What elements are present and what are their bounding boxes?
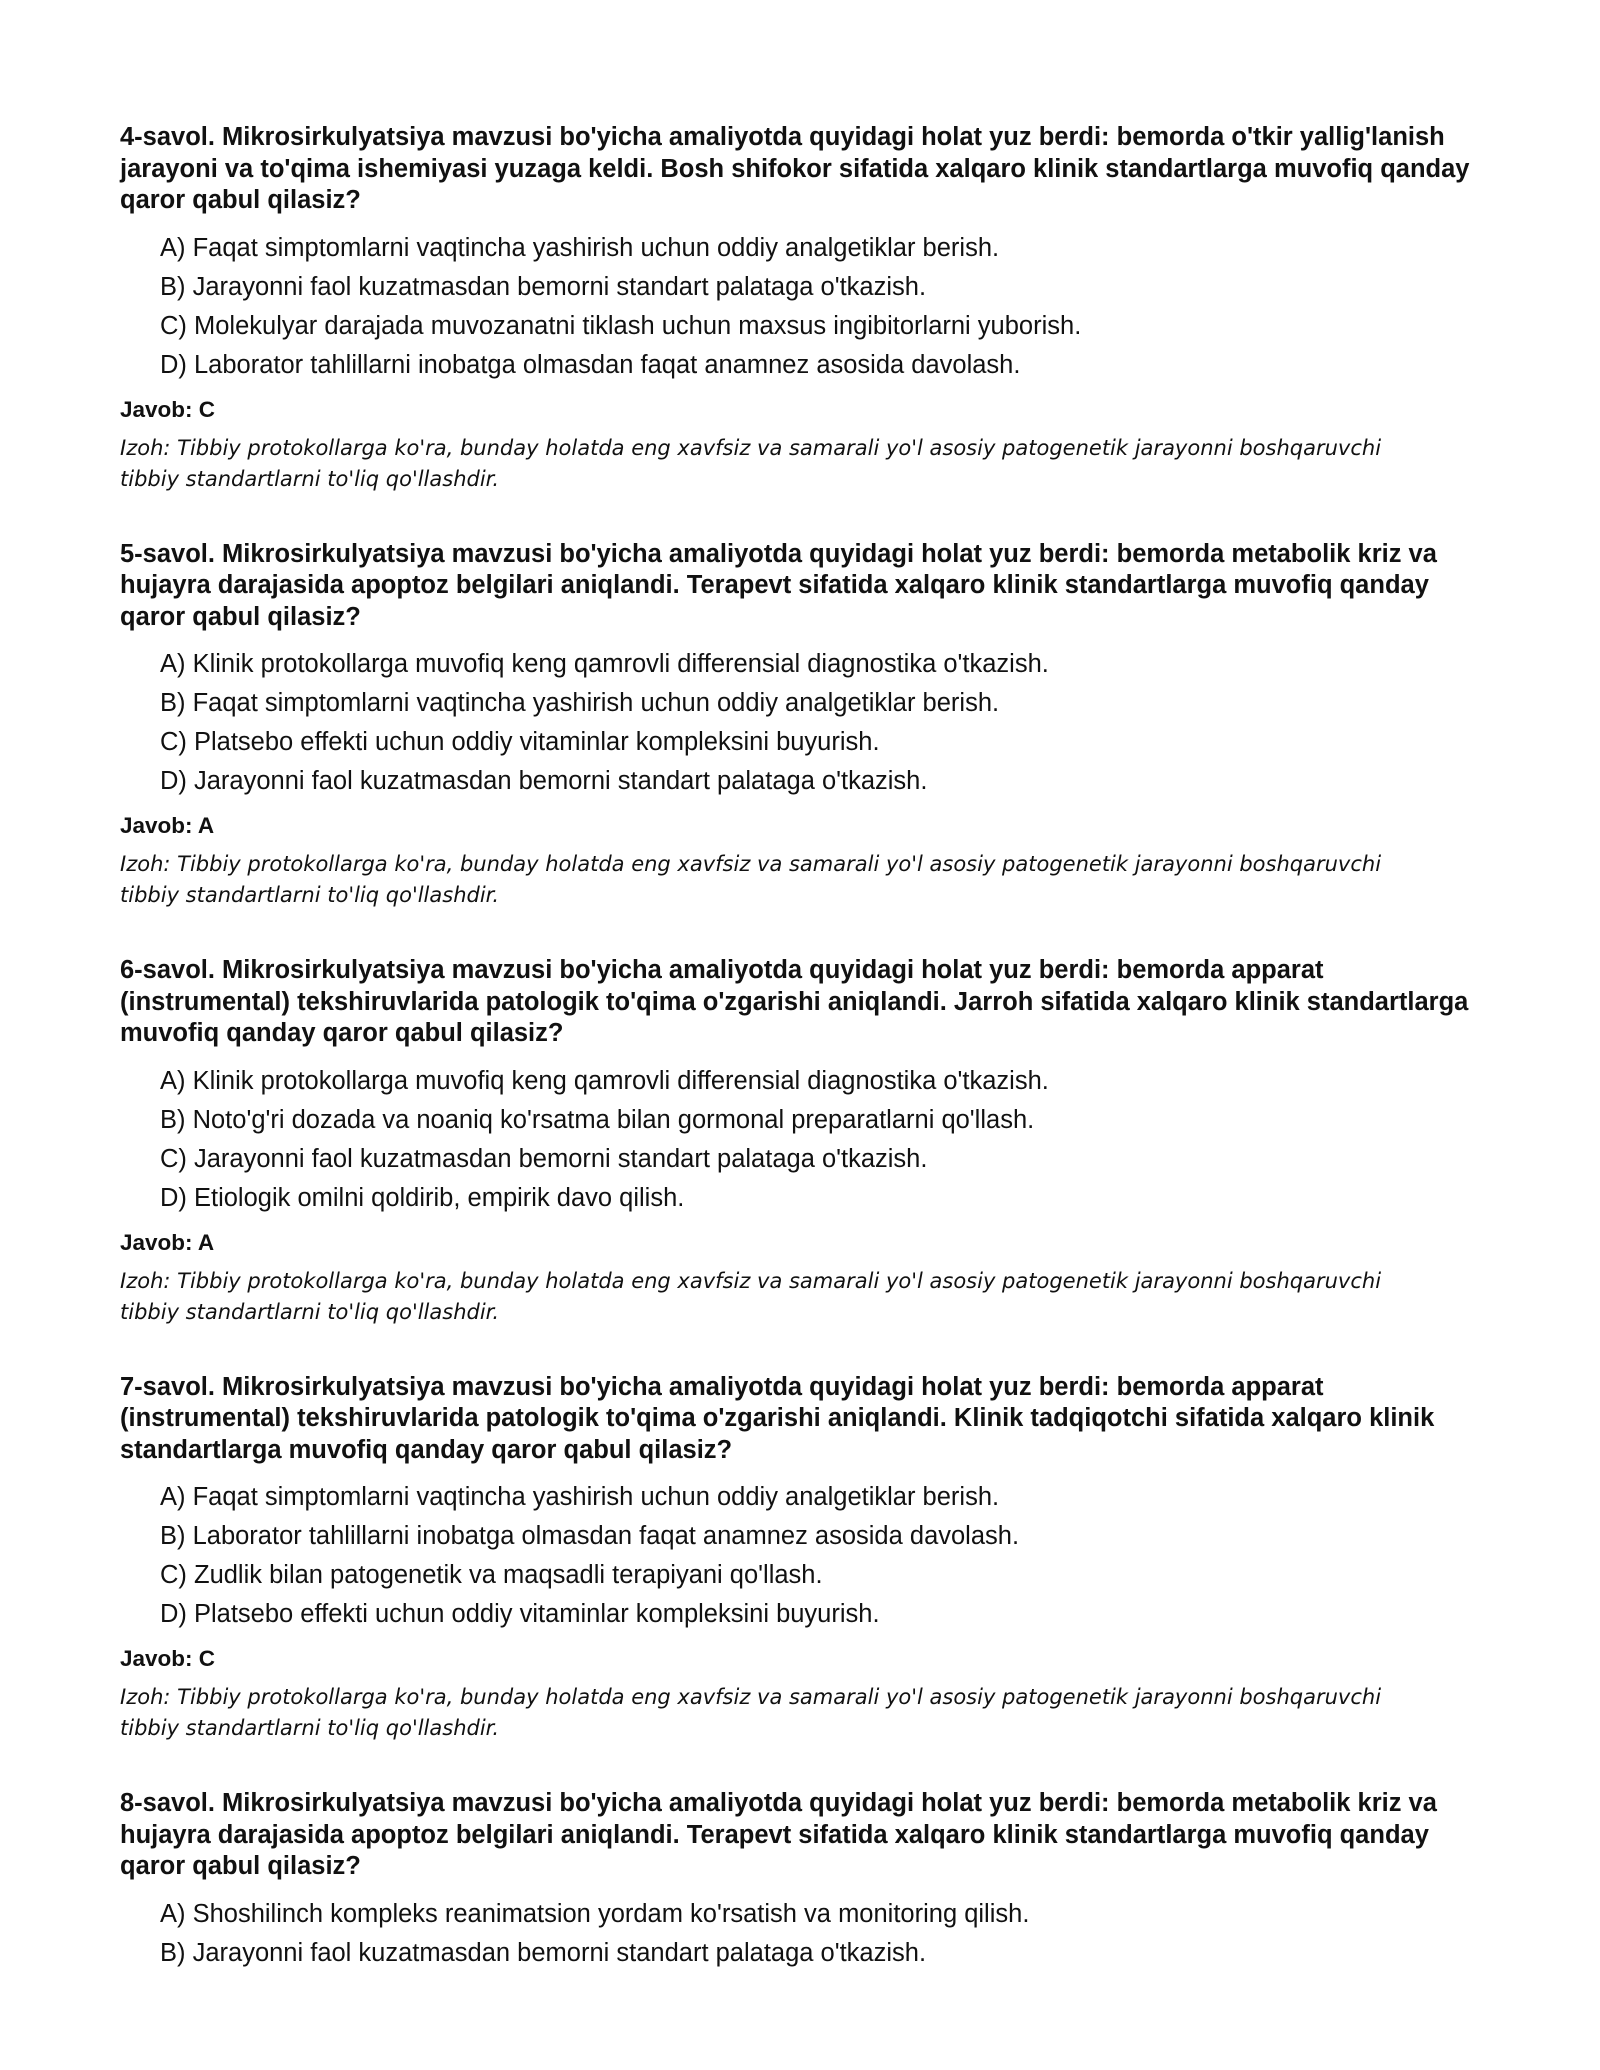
option-c: C) Jarayonni faol kuzatmasdan bemorni standart palataga o'tkazish. (160, 1144, 928, 1173)
option-c: C) Zudlik bilan patogenetik va maqsadli terapiyani qo'llash. (160, 1561, 823, 1589)
question-block-8 (120, 1788, 1490, 1973)
question-text: 4-savol. Mikrosirkulyatsiya mavzusi bo'yicha amaliyotda quyidagi holat yuz berdi: bemorda o'tkir yallig'lanish jarayoni va to'qima ishemiyasi yuzaga keldi. Bosh shifokor sifatida xalqaro klinik standartlarga muvofiq qanday qaror qabul qilasiz? (120, 123, 1470, 214)
option-a: A) Faqat simptomlarni vaqtincha yashirish uchun oddiy analgetiklar berish. (160, 1483, 1000, 1511)
options-list (120, 1478, 1490, 1634)
explanation-note: Izoh: Tibbiy protokollarga ko'ra, bunday holatda eng xavfsiz va samarali yo'l asosiy patogenetik jarayonni boshqaruvchi tibbiy standartlarni to'liq qo'llashdir. (120, 435, 1382, 491)
question-text: 8-savol. Mikrosirkulyatsiya mavzusi bo'yicha amaliyotda quyidagi holat yuz berdi: bemorda metabolik kriz va hujayra darajasida apoptoz belgilari aniqlandi. Terapevt sifatida xalqaro klinik standartlarga muvofiq qanday qaror qabul qilasiz? (120, 1789, 1437, 1880)
option-b: B) Faqat simptomlarni vaqtincha yashirish uchun oddiy analgetiklar berish. (160, 689, 1000, 717)
option-b: B) Noto'g'ri dozada va noaniq ko'rsatma bilan gormonal preparatlarni qo'llash. (160, 1105, 1035, 1134)
question-text: 6-savol. Mikrosirkulyatsiya mavzusi bo'yicha amaliyotda quyidagi holat yuz berdi: bemorda apparat (instrumental) tekshiruvlarida patologik to'qima o'zgarishi aniqlandi. Jarroh sifatida xalqaro klinik standartlarga muvofiq qanday qaror qabul qilasiz? (120, 956, 1469, 1047)
question-block-5 (120, 539, 1490, 912)
option-d: D) Etiologik omilni qoldirib, empirik davo qilish. (160, 1183, 685, 1212)
option-a: A) Klinik protokollarga muvofiq keng qamrovli differensial diagnostika o'tkazish. (160, 650, 1049, 678)
option-d: D) Laborator tahlillarni inobatga olmasdan faqat anamnez asosida davolash. (160, 350, 1021, 379)
answer-label: Javob: C (120, 1646, 216, 1671)
question-block-6 (120, 955, 1490, 1328)
answer-label: Javob: A (120, 813, 215, 838)
options-list (120, 645, 1490, 801)
options-list (120, 1895, 1490, 1973)
question-block-7 (120, 1372, 1490, 1745)
options-list (120, 229, 1490, 385)
question-text: 7-savol. Mikrosirkulyatsiya mavzusi bo'yicha amaliyotda quyidagi holat yuz berdi: bemorda apparat (instrumental) tekshiruvlarida patologik to'qima o'zgarishi aniqlandi. Klinik tadqiqotchi sifatida xalqaro klinik standartlarga muvofiq qanday qaror qabul qilasiz? (120, 1372, 1435, 1464)
option-d: D) Platsebo effekti uchun oddiy vitaminlar kompleksini buyurish. (160, 1600, 880, 1628)
answer-label: Javob: A (120, 1229, 215, 1255)
explanation-note: Izoh: Tibbiy protokollarga ko'ra, bunday holatda eng xavfsiz va samarali yo'l asosiy patogenetik jarayonni boshqaruvchi tibbiy standartlarni to'liq qo'llashdir. (120, 852, 1382, 907)
option-b: B) Jarayonni faol kuzatmasdan bemorni standart palataga o'tkazish. (160, 272, 927, 301)
option-d: D) Jarayonni faol kuzatmasdan bemorni standart palataga o'tkazish. (160, 767, 928, 795)
explanation-note: Izoh: Tibbiy protokollarga ko'ra, bunday holatda eng xavfsiz va samarali yo'l asosiy patogenetik jarayonni boshqaruvchi tibbiy standartlarni to'liq qo'llashdir. (120, 1685, 1382, 1740)
options-list (120, 1062, 1490, 1218)
option-c: C) Molekulyar darajada muvozanatni tiklash uchun maxsus ingibitorlarni yuborish. (160, 311, 1082, 340)
option-a: A) Shoshilinch kompleks reanimatsion yordam ko'rsatish va monitoring qilish. (160, 1899, 1030, 1928)
option-c: C) Platsebo effekti uchun oddiy vitaminlar kompleksini buyurish. (160, 728, 880, 756)
option-b: B) Jarayonni faol kuzatmasdan bemorni standart palataga o'tkazish. (160, 1938, 927, 1967)
option-b: B) Laborator tahlillarni inobatga olmasdan faqat anamnez asosida davolash. (160, 1522, 1020, 1550)
answer-label: Javob: C (120, 396, 216, 422)
question-block-4 (120, 122, 1490, 495)
question-text: 5-savol. Mikrosirkulyatsiya mavzusi bo'yicha amaliyotda quyidagi holat yuz berdi: bemorda metabolik kriz va hujayra darajasida apoptoz belgilari aniqlandi. Terapevt sifatida xalqaro klinik standartlarga muvofiq qanday qaror qabul qilasiz? (120, 539, 1437, 631)
option-a: A) Faqat simptomlarni vaqtincha yashirish uchun oddiy analgetiklar berish. (160, 233, 1000, 262)
document-page (120, 122, 1490, 2017)
explanation-note: Izoh: Tibbiy protokollarga ko'ra, bunday holatda eng xavfsiz va samarali yo'l asosiy patogenetik jarayonni boshqaruvchi tibbiy standartlarni to'liq qo'llashdir. (120, 1268, 1382, 1324)
option-a: A) Klinik protokollarga muvofiq keng qamrovli differensial diagnostika o'tkazish. (160, 1066, 1049, 1095)
